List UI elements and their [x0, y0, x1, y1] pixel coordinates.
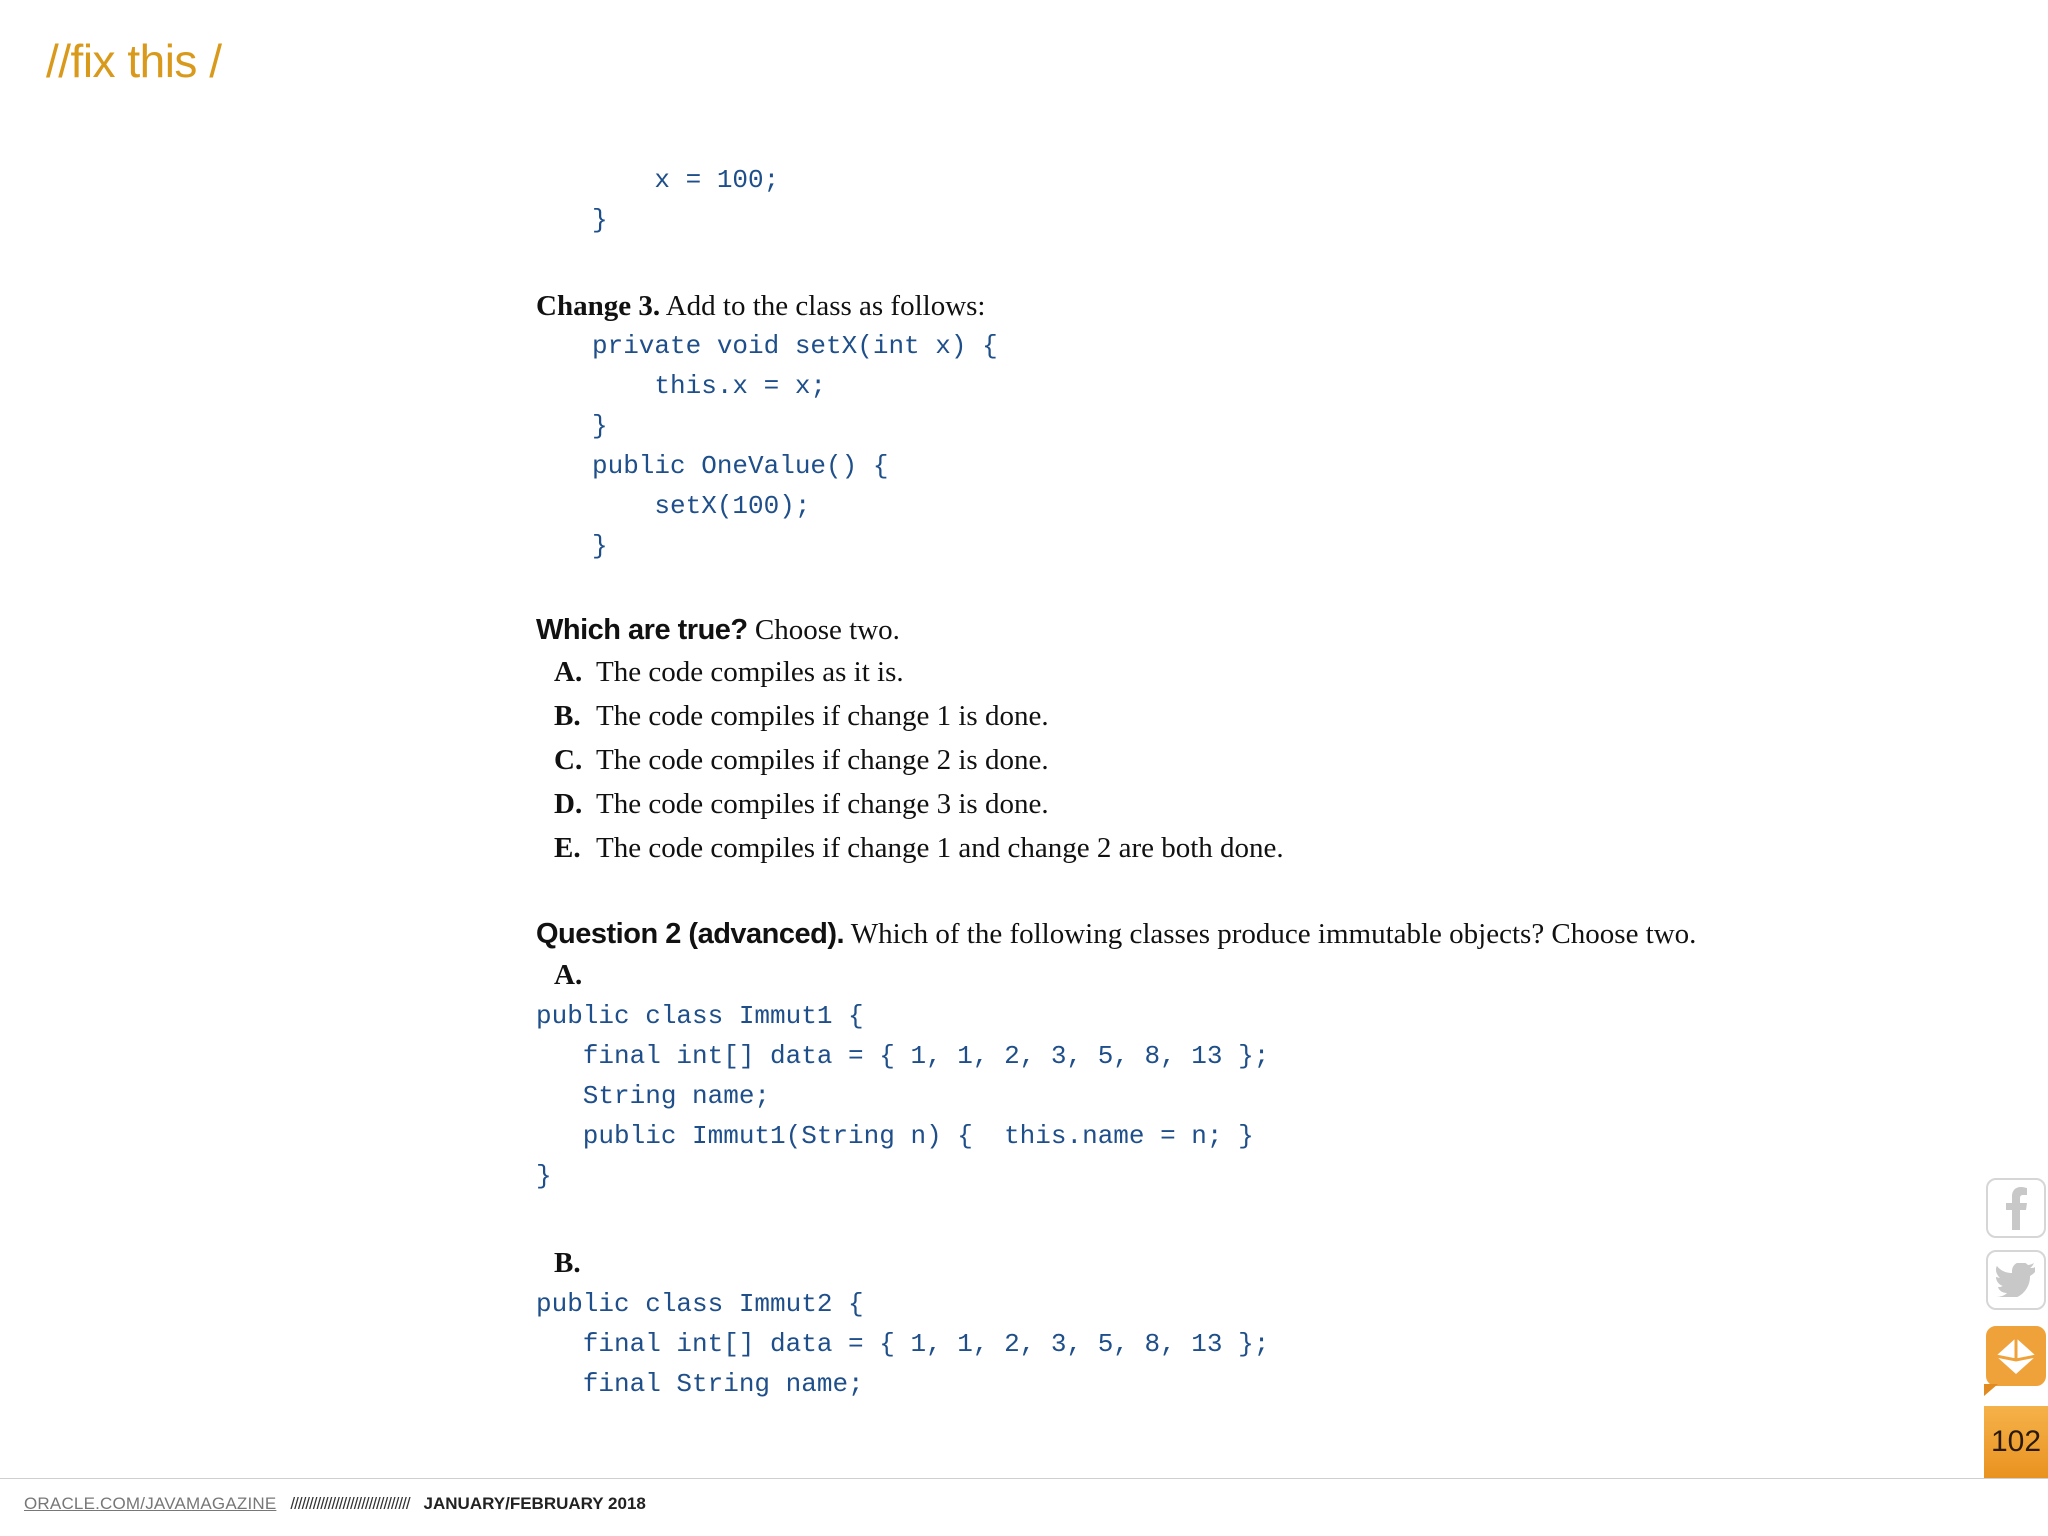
change-3-code [592, 326, 1936, 566]
code-line: public class Immut2 { [536, 1289, 864, 1319]
code-line: } [592, 205, 608, 235]
code-line: private void setX(int x) { [592, 331, 998, 361]
option-b-code [536, 1284, 1956, 1404]
twitter-share-button[interactable] [1986, 1250, 2046, 1310]
change-3-block [536, 286, 1936, 566]
option-letter: C. [554, 744, 583, 776]
question-2-text: Which of the following classes produce immutable objects? Choose two. [844, 918, 1697, 950]
option-text: The code compiles if change 2 is done. [596, 744, 1049, 776]
code-fragment-top [592, 160, 779, 240]
code-line: } [592, 531, 608, 561]
footer-divider [0, 1478, 2048, 1479]
email-icon [1994, 1336, 2038, 1376]
option-text: The code compiles as it is. [596, 656, 904, 688]
footer-separator: //////////////////////////////// [290, 1494, 410, 1513]
issue-date: JANUARY/FEBRUARY 2018 [423, 1494, 646, 1513]
code-line: public class Immut1 { [536, 1001, 864, 1031]
facebook-icon [2001, 1186, 2031, 1230]
option-text: The code compiles if change 3 is done. [596, 788, 1049, 820]
answer-option [554, 694, 1936, 738]
question-1-heading [536, 610, 1936, 650]
code-line: this.x = x; [592, 371, 827, 401]
option-letter: B. [554, 700, 581, 732]
question-1-text: Choose two. [747, 614, 900, 646]
code-line: setX(100); [592, 491, 811, 521]
magazine-link[interactable]: ORACLE.COM/JAVAMAGAZINE [24, 1494, 277, 1513]
code-line: final String name; [536, 1369, 864, 1399]
option-a-code [536, 996, 1956, 1196]
change-3-text: Add to the class as follows: [660, 290, 986, 322]
question-2-block [536, 914, 1956, 1404]
question-2-label: Question 2 (advanced). [536, 918, 845, 950]
answer-options [536, 650, 1936, 870]
code-line: public Immut1(String n) { this.name = n; } [536, 1121, 1254, 1151]
change-3-label: Change 3. [536, 290, 661, 322]
facebook-share-button[interactable] [1986, 1178, 2046, 1238]
answer-option [554, 738, 1936, 782]
code-line: x = 100; [592, 165, 780, 195]
question-1-label: Which are true? [536, 614, 748, 646]
twitter-icon [1996, 1263, 2036, 1297]
email-button-tail [1984, 1384, 1998, 1396]
code-line: } [592, 411, 608, 441]
page-number: 102 [1984, 1406, 2048, 1478]
question-1-block [536, 610, 1936, 870]
option-letter: D. [554, 788, 583, 820]
change-3-heading [536, 286, 1936, 326]
option-letter: A. [554, 656, 583, 688]
option-text: The code compiles if change 1 is done. [596, 700, 1049, 732]
code-line: final int[] data = { 1, 1, 2, 3, 5, 8, 13 }; [536, 1329, 1270, 1359]
code-line: } [536, 1161, 552, 1191]
option-text: The code compiles if change 1 and change 2 are both done. [596, 832, 1284, 864]
answer-option [554, 650, 1936, 694]
answer-option [554, 826, 1936, 870]
email-share-button[interactable] [1986, 1326, 2046, 1386]
option-b-label: B. [554, 1247, 581, 1279]
code-line: final int[] data = { 1, 1, 2, 3, 5, 8, 13 }; [536, 1041, 1270, 1071]
section-title: //fix this / [46, 35, 222, 87]
code-line: String name; [536, 1081, 771, 1111]
option-a-label: A. [554, 959, 583, 991]
footer [24, 1494, 646, 1514]
option-letter: E. [554, 832, 581, 864]
answer-option [554, 782, 1936, 826]
question-2-heading [536, 914, 1956, 954]
code-line: public OneValue() { [592, 451, 889, 481]
